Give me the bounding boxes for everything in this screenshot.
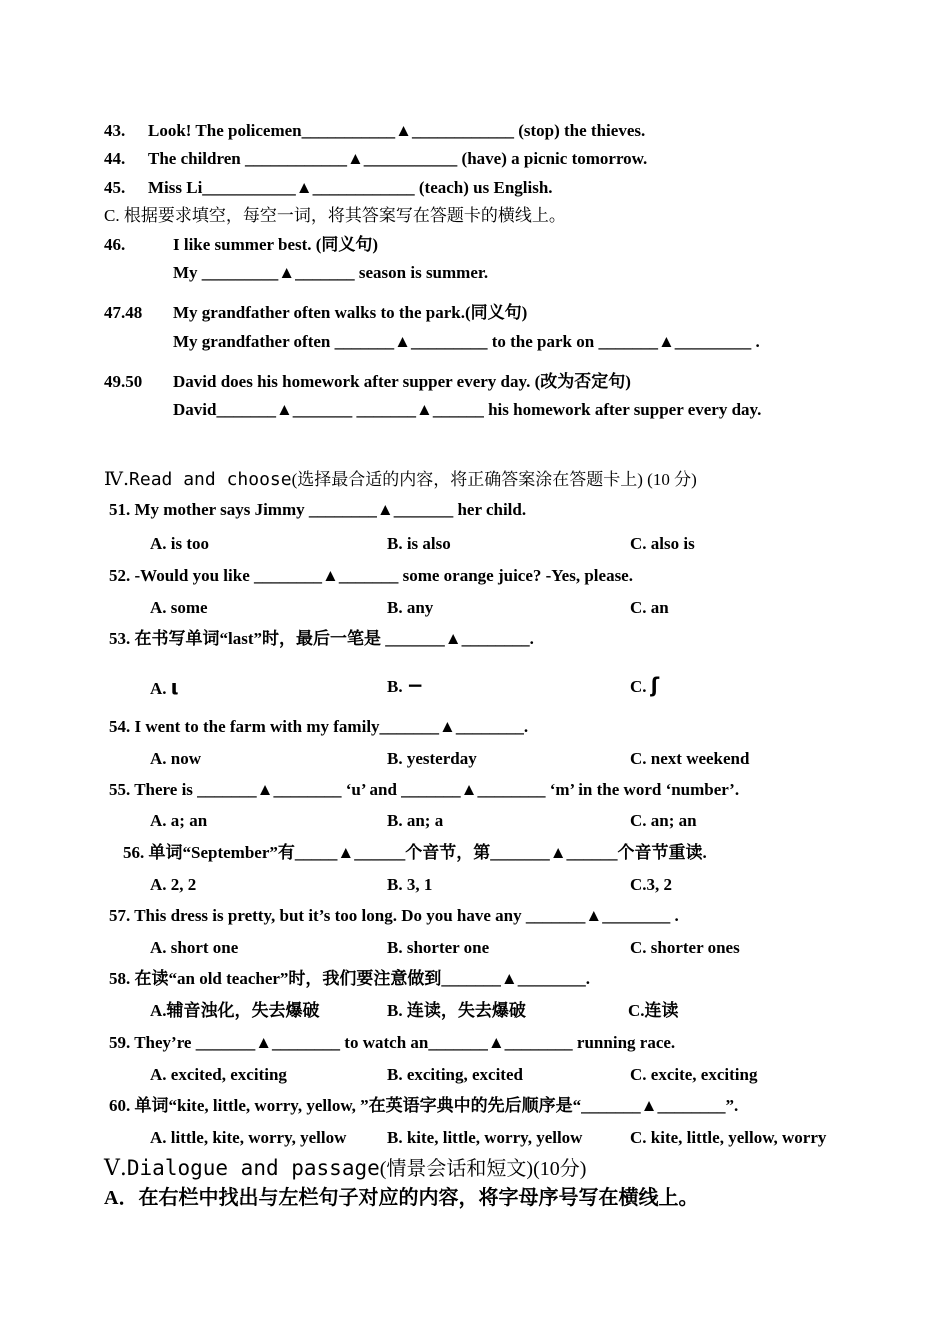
question-47-48-answer-line: My grandfather often _______▲_________ to the park on _______▲_________ .	[173, 332, 760, 351]
option-c: C. also is	[630, 534, 695, 553]
section-title: Read and choose	[129, 469, 292, 490]
part-c-heading: C. 根据要求填空，每空一词，将其答案写在答题卡的横线上。	[104, 206, 566, 225]
question-number: 47.48	[104, 303, 143, 322]
option-b	[387, 674, 424, 698]
section-roman-numeral: Ⅴ.	[104, 1156, 127, 1181]
option-b: B. an; a	[387, 811, 444, 830]
option-c: C. an	[630, 598, 669, 617]
question-47-48	[104, 302, 527, 324]
option-c	[630, 674, 659, 698]
option-c: C. excite, exciting	[630, 1065, 758, 1084]
option-b: B. shorter one	[387, 938, 490, 957]
section-title: Dialogue and passage	[126, 1156, 380, 1180]
section-instruction: (情景会话和短文)(10分)	[379, 1158, 587, 1180]
option-label: B.	[387, 677, 407, 696]
option-a: A. a; an	[150, 811, 208, 830]
option-b: B. exciting, excited	[387, 1065, 523, 1084]
option-a: A. some	[150, 598, 208, 617]
section-4-heading	[104, 466, 697, 493]
question-prompt: I like summer best. (同义句)	[173, 235, 379, 254]
section-roman-numeral: Ⅳ.	[104, 468, 130, 490]
option-a: A. short one	[150, 938, 239, 957]
question-prompt: David does his homework after supper every day. (改为否定句)	[173, 372, 631, 391]
question-57: 57. This dress is pretty, but it’s too long. Do you have any _______▲________ .	[109, 906, 679, 925]
option-b: B. is also	[387, 534, 451, 553]
question-46	[104, 234, 378, 256]
option-label: A.	[150, 679, 171, 698]
option-b: B. yesterday	[387, 749, 477, 768]
stroke-glyph: ι	[170, 675, 179, 699]
question-49-50	[104, 371, 631, 393]
option-b: B. 连读，失去爆破	[387, 1001, 526, 1020]
question-number: 49.50	[104, 372, 143, 391]
question-45	[104, 177, 553, 199]
stroke-glyph: −	[406, 673, 424, 697]
option-a: A. is too	[150, 534, 210, 553]
option-label: C.	[630, 677, 651, 696]
question-text: Miss Li___________▲____________ (teach) us English.	[148, 178, 553, 197]
option-c: C.3, 2	[630, 875, 673, 894]
question-58: 58. 在读“an old teacher”时，我们要注意做到_______▲________.	[109, 969, 591, 988]
question-53: 53. 在书写单词“last”时，最后一笔是 _______▲________.	[109, 629, 534, 648]
question-60: 60. 单词“kite, little, worry, yellow, ”在英语字典中的先后顺序是“_______▲________”.	[109, 1096, 739, 1115]
question-number: 45.	[104, 178, 126, 197]
option-a: A. little, kite, worry, yellow	[150, 1128, 347, 1147]
option-c: C. shorter ones	[630, 938, 740, 957]
option-a: A.辅音浊化，失去爆破	[150, 1001, 320, 1020]
question-prompt: My grandfather often walks to the park.(同义句)	[173, 303, 528, 322]
option-b: B. any	[387, 598, 434, 617]
option-c: C. an; an	[630, 811, 697, 830]
question-text: Look! The policemen___________▲____________ (stop) the thieves.	[148, 121, 646, 140]
option-c: C. kite, little, yellow, worry	[630, 1128, 827, 1147]
question-54: 54. I went to the farm with my family_______▲________.	[109, 717, 529, 736]
option-c: C. next weekend	[630, 749, 750, 768]
question-56: 56. 单词“September”有_____▲______个音节，第_______▲______个音节重读.	[123, 843, 707, 862]
question-49-50-answer-line: David_______▲_______ _______▲______ his homework after supper every day.	[173, 400, 762, 419]
question-number: 44.	[104, 149, 126, 168]
option-b: B. kite, little, worry, yellow	[387, 1128, 583, 1147]
option-c: C.连读	[628, 1001, 679, 1020]
question-text: The children ____________▲___________ (have) a picnic tomorrow.	[148, 149, 648, 168]
question-55: 55. There is _______▲________ ‘u’ and _______▲________ ‘m’ in the word ‘number’.	[109, 780, 740, 799]
question-46-answer-line: My _________▲_______ season is summer.	[173, 263, 489, 282]
question-number: 46.	[104, 235, 126, 254]
question-59: 59. They’re _______▲________ to watch an_______▲________ running race.	[109, 1033, 676, 1052]
option-a: A. now	[150, 749, 202, 768]
question-44	[104, 148, 647, 170]
option-a	[150, 676, 179, 700]
question-51: 51. My mother says Jimmy ________▲_______ her child.	[109, 500, 527, 519]
stroke-glyph: ʃ	[650, 673, 660, 697]
section-instruction: (选择最合适的内容，将正确答案涂在答题卡上) (10 分)	[291, 470, 697, 489]
section-5-part-a-instruction: A．在右栏中找出与左栏句子对应的内容，将字母序号写在横线上。	[104, 1187, 699, 1209]
option-a: A. excited, exciting	[150, 1065, 287, 1084]
question-number: 43.	[104, 121, 126, 140]
option-b: B. 3, 1	[387, 875, 433, 894]
question-52: 52. -Would you like ________▲_______ some orange juice? -Yes, please.	[109, 566, 633, 585]
question-43	[104, 120, 645, 142]
option-a: A. 2, 2	[150, 875, 197, 894]
section-5-heading	[104, 1155, 586, 1182]
